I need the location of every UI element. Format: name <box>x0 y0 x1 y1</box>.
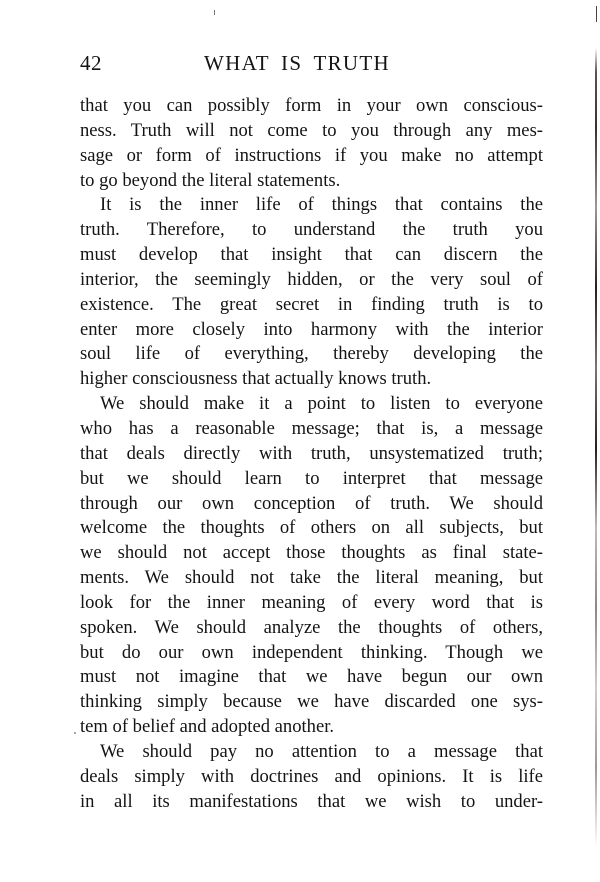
text-line: welcome the thoughts of others on all subjects, but <box>80 517 543 539</box>
text-line: must develop that insight that can discern the <box>80 244 543 266</box>
text-line: It is the inner life of things that contains the <box>100 194 543 216</box>
text-line: must not imagine that we have begun our own <box>80 666 543 688</box>
text-line: in all its manifestations that we wish to under- <box>80 790 543 812</box>
scan-mark <box>214 10 215 15</box>
text-line: that deals directly with truth, unsystematized truth; <box>80 442 543 464</box>
paragraph <box>80 193 543 392</box>
text-line: that you can possibly form in your own conscious- <box>80 95 543 116</box>
text-line: but we should learn to interpret that message <box>80 467 543 489</box>
text-line: tem of belief and adopted another. <box>80 716 335 738</box>
text-line: soul life of everything, thereby developing the <box>80 343 543 365</box>
text-line: We should make it a point to listen to everyone <box>100 393 543 415</box>
running-head <box>80 48 544 78</box>
body-text <box>80 94 543 814</box>
text-line: we should not accept those thoughts as final state- <box>80 542 543 564</box>
text-line: We should pay no attention to a message that <box>100 740 543 762</box>
text-line: ness. Truth will not come to you through any mes- <box>80 119 543 141</box>
text-line: ments. We should not take the literal meaning, but <box>80 567 543 589</box>
text-line: but do our own independent thinking. Though we <box>80 641 543 663</box>
text-line: to go beyond the literal statements. <box>80 169 341 191</box>
text-line: spoken. We should analyze the thoughts of others, <box>80 616 543 638</box>
text-line: truth. Therefore, to understand the truth you <box>80 219 543 241</box>
text-line: interior, the seemingly hidden, or the very soul of <box>80 268 543 290</box>
scan-gutter-mark <box>596 6 597 22</box>
text-line: existence. The great secret in finding truth is to <box>80 293 543 315</box>
paragraph <box>80 392 543 740</box>
text-line: deals simply with doctrines and opinions. It is life <box>80 765 543 787</box>
text-line: sage or form of instructions if you make no attempt <box>80 144 543 166</box>
text-line: higher consciousness that actually knows truth. <box>80 368 432 390</box>
scan-speck <box>74 732 76 734</box>
page-number: 42 <box>80 51 102 75</box>
page-gutter-edge <box>595 48 597 848</box>
text-line: look for the inner meaning of every word that is <box>80 591 543 613</box>
text-line: who has a reasonable message; that is, a message <box>80 417 543 439</box>
text-line: thinking simply because we have discarded one sys- <box>80 691 543 713</box>
text-line: through our own conception of truth. We should <box>80 492 543 514</box>
paragraph <box>80 740 543 815</box>
running-title: WHAT IS TRUTH <box>204 51 390 75</box>
text-line: enter more closely into harmony with the interior <box>80 318 543 340</box>
paragraph <box>80 94 543 193</box>
